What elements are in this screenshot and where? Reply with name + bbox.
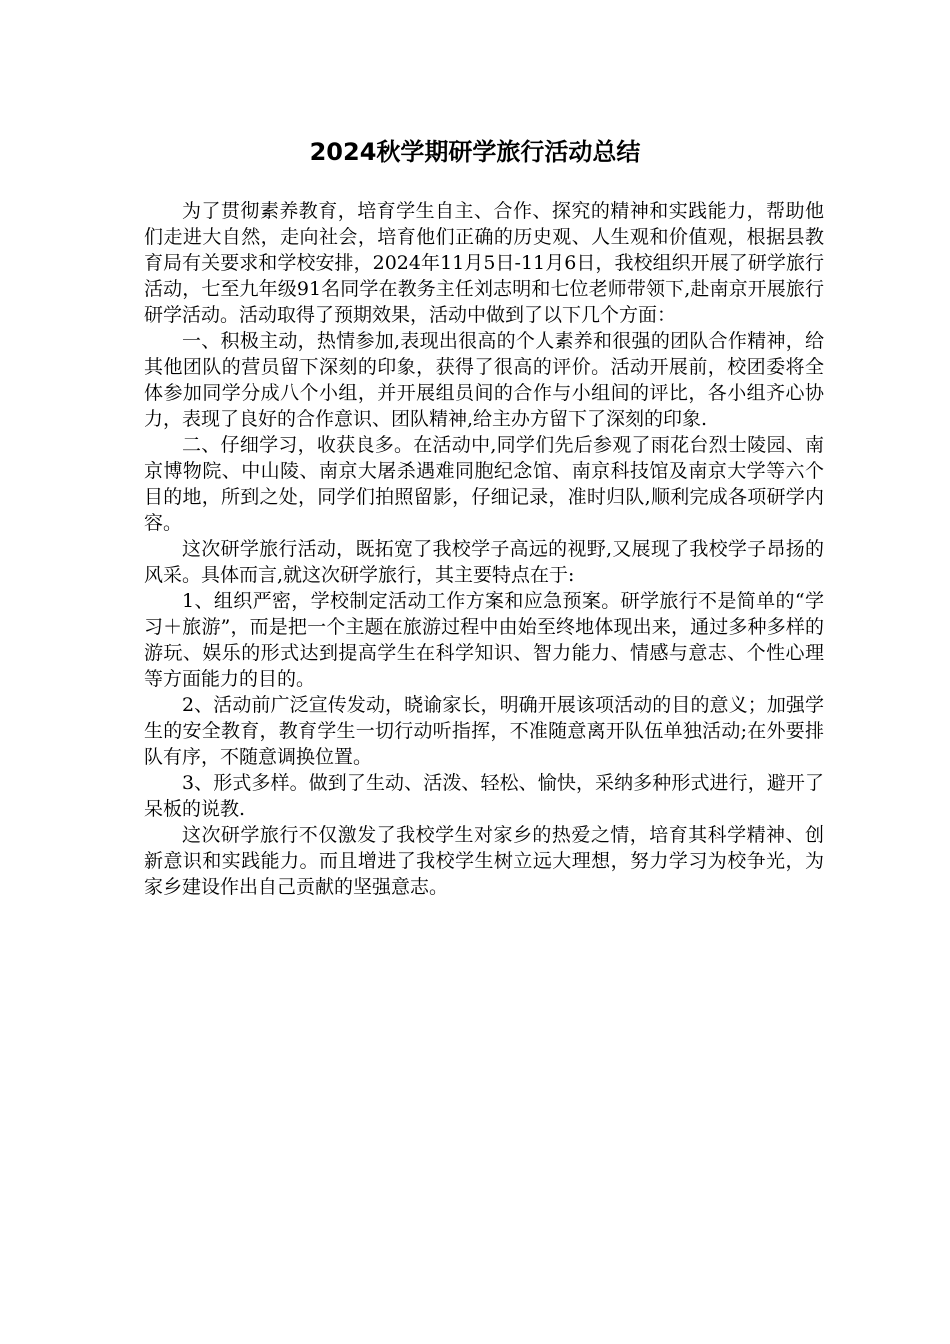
feature-three-paragraph: 3、形式多样。做到了生动、活泼、轻松、愉快，采纳多种形式进行，避开了呆板的说教. — [144, 772, 824, 820]
section-one-paragraph: 一、积极主动，热情参加,表现出很高的个人素养和很强的团队合作精神，给其他团队的营员留下深刻的印象，获得了很高的评价。活动开展前，校团委将全体参加同学分成八个小组，并开展组员间的合作与小组间的评比，各小组齐心协力，表现了良好的合作意识、团队精神,给主办方留下了深刻的印象. — [144, 330, 824, 430]
feature-one-paragraph: 1、组织严密，学校制定活动工作方案和应急预案。研学旅行不是简单的“学习＋旅游”，而是把一个主题在旅游过程中由始至终地体现出来，通过多种多样的游玩、娱乐的形式达到提高学生在科学知识、智力能力、情感与意志、个性心理等方面能力的目的。 — [144, 590, 824, 690]
conclusion-paragraph: 这次研学旅行不仅激发了我校学生对家乡的热爱之情，培育其科学精神、创新意识和实践能力。而且增进了我校学生树立远大理想，努力学习为校争光，为家乡建设作出自己贡献的坚强意志。 — [144, 824, 824, 898]
document-body — [144, 198, 824, 900]
feature-two-paragraph: 2、活动前广泛宣传发动，晓谕家长，明确开展该项活动的目的意义；加强学生的安全教育，教育学生一切行动听指挥，不准随意离开队伍单独活动;在外要排队有序，不随意调换位置。 — [144, 694, 824, 768]
section-two-paragraph: 二、仔细学习，收获良多。在活动中,同学们先后参观了雨花台烈士陵园、南京博物院、中山陵、南京大屠杀遇难同胞纪念馆、南京科技馆及南京大学等六个目的地，所到之处，同学们拍照留影，仔细记录，准时归队,顺利完成各项研学内容。 — [144, 434, 824, 534]
document-title: 2024秋学期研学旅行活动总结 — [309, 138, 641, 166]
intro-paragraph: 为了贯彻素养教育，培育学生自主、合作、探究的精神和实践能力，帮助他们走进大自然，走向社会，培育他们正确的历史观、人生观和价值观，根据县教育局有关要求和学校安排，2024年11月5日-11月6日，我校组织开展了研学旅行活动，七至九年级91名同学在教务主任刘志明和七位老师带领下,赴南京开展旅行研学活动。活动取得了预期效果，活动中做到了以下几个方面： — [144, 200, 824, 326]
features-intro-paragraph: 这次研学旅行活动，既拓宽了我校学子高远的视野,又展现了我校学子昂扬的风采。具体而言,就这次研学旅行，其主要特点在于: — [144, 538, 824, 586]
